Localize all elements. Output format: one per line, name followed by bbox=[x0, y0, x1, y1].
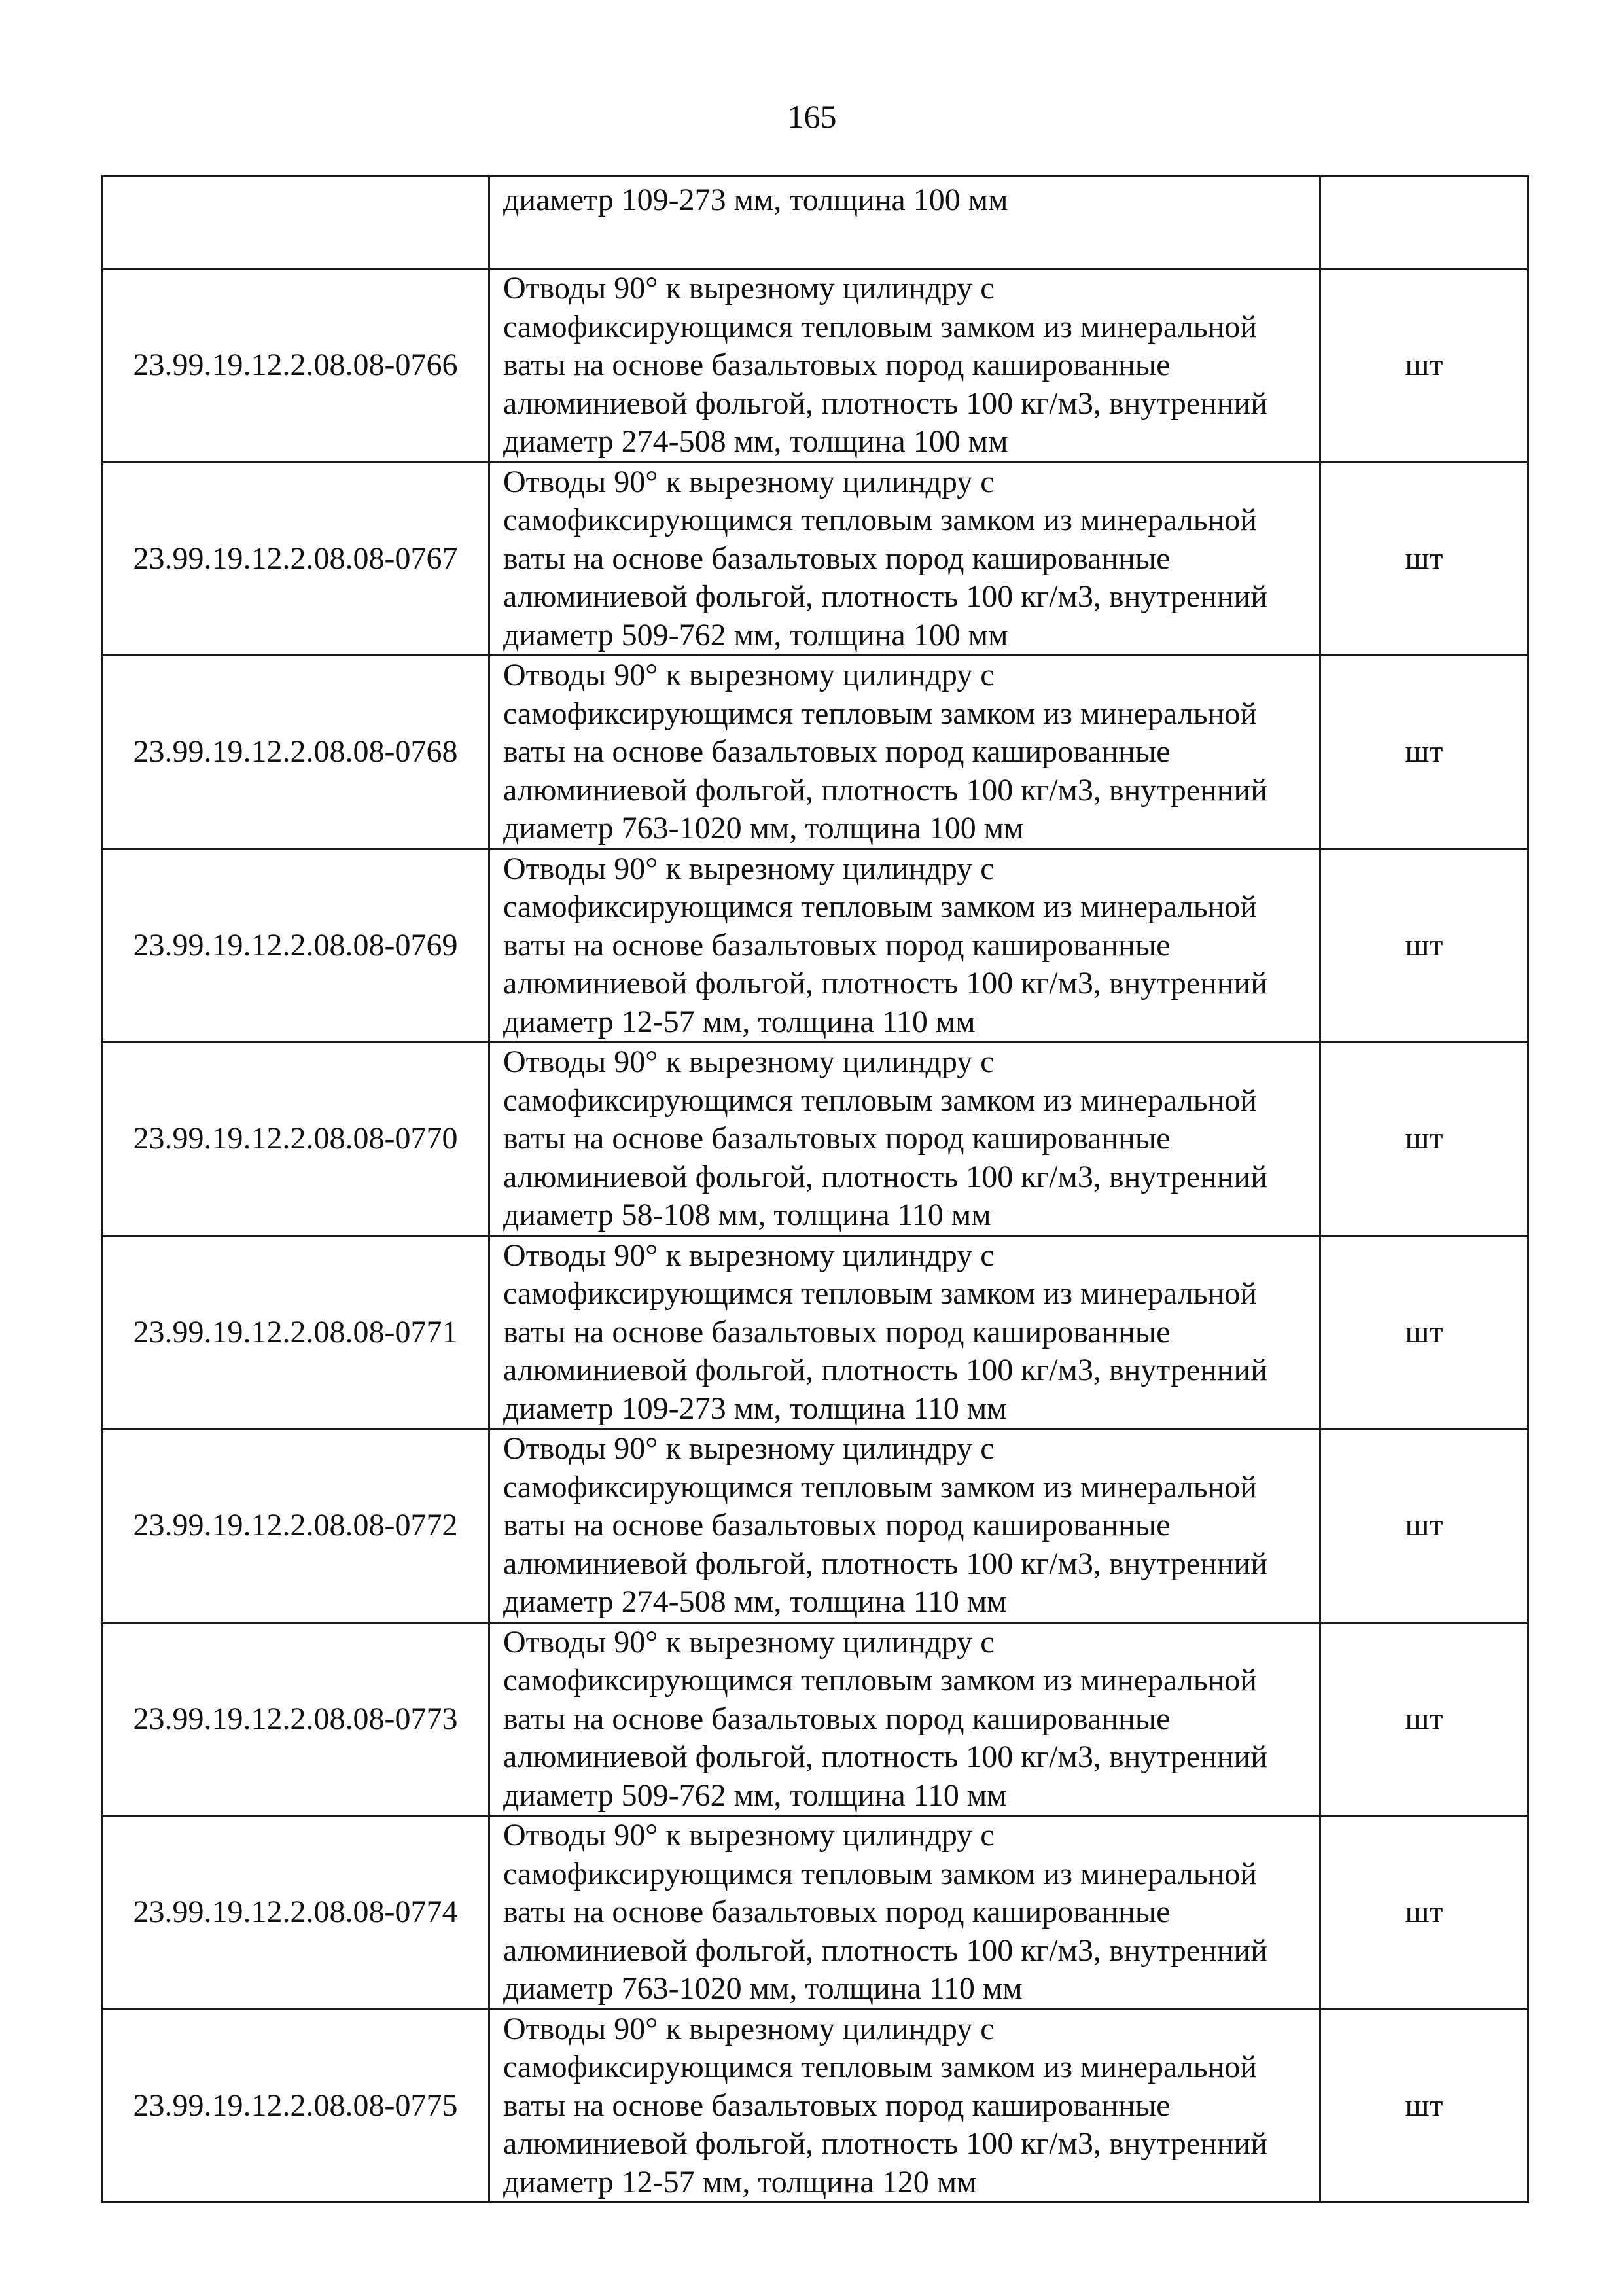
unit-cell: шт bbox=[1320, 849, 1528, 1042]
description-line: Отводы 90° к вырезному цилиндру с bbox=[503, 464, 995, 499]
description-line: ваты на основе базальтовых пород кашированные bbox=[503, 347, 1171, 382]
unit-cell: шт bbox=[1320, 462, 1528, 656]
unit-cell: шт bbox=[1320, 2009, 1528, 2203]
description-line: диаметр 509-762 мм, толщина 110 мм bbox=[503, 1777, 1007, 1813]
table-row bbox=[102, 269, 1528, 463]
description-line: Отводы 90° к вырезному цилиндру с bbox=[503, 1818, 995, 1853]
resource-description-cell bbox=[489, 462, 1320, 656]
description-line: алюминиевой фольгой, плотность 100 кг/м3, внутренний bbox=[503, 772, 1267, 808]
description-line: Отводы 90° к вырезному цилиндру с bbox=[503, 271, 995, 306]
resource-code-cell: 23.99.19.12.2.08.08-0766 bbox=[102, 269, 489, 463]
unit-cell: шт bbox=[1320, 656, 1528, 849]
description-line: самофиксирующимся тепловым замком из минеральной bbox=[503, 1276, 1257, 1311]
description-line: алюминиевой фольгой, плотность 100 кг/м3, внутренний bbox=[503, 1353, 1267, 1387]
description-line: самофиксирующимся тепловым замком из минеральной bbox=[503, 309, 1257, 344]
table-row bbox=[102, 849, 1528, 1042]
resource-description-cell bbox=[489, 1236, 1320, 1429]
unit-cell bbox=[1320, 177, 1528, 269]
description-line: Отводы 90° к вырезному цилиндру с bbox=[503, 1624, 995, 1660]
description-line: Отводы 90° к вырезному цилиндру с bbox=[503, 1044, 995, 1079]
description-line: алюминиевой фольгой, плотность 100 кг/м3, внутренний bbox=[503, 1739, 1267, 1774]
description-line: самофиксирующимся тепловым замком из минеральной bbox=[503, 889, 1257, 924]
description-line: алюминиевой фольгой, плотность 100 кг/м3, внутренний bbox=[503, 579, 1267, 614]
description-line: Отводы 90° к вырезному цилиндру с bbox=[503, 658, 995, 692]
table-row bbox=[102, 1622, 1528, 1816]
resource-description-cell bbox=[489, 656, 1320, 849]
resource-code-cell: 23.99.19.12.2.08.08-0775 bbox=[102, 2009, 489, 2203]
table-row bbox=[102, 1042, 1528, 1236]
description-line: самофиксирующимся тепловым замком из минеральной bbox=[503, 503, 1257, 537]
resource-description-cell bbox=[489, 269, 1320, 463]
unit-cell: шт bbox=[1320, 269, 1528, 463]
description-line: диаметр 274-508 мм, толщина 110 мм bbox=[503, 1584, 1007, 1619]
resource-code-cell: 23.99.19.12.2.08.08-0771 bbox=[102, 1236, 489, 1429]
resource-description-cell bbox=[489, 849, 1320, 1042]
table-row bbox=[102, 1429, 1528, 1623]
resource-description-cell bbox=[489, 1042, 1320, 1236]
resource-description-cell bbox=[489, 1816, 1320, 2010]
resource-code-cell: 23.99.19.12.2.08.08-0769 bbox=[102, 849, 489, 1042]
description-line: ваты на основе базальтовых пород кашированные bbox=[503, 1508, 1171, 1542]
table-row bbox=[102, 1816, 1528, 2010]
description-line: алюминиевой фольгой, плотность 100 кг/м3, внутренний bbox=[503, 1546, 1267, 1581]
description-line: диаметр 509-762 мм, толщина 100 мм bbox=[503, 617, 1008, 652]
table-row bbox=[102, 462, 1528, 656]
description-line: алюминиевой фольгой, плотность 100 кг/м3, внутренний bbox=[503, 966, 1267, 1001]
unit-cell: шт bbox=[1320, 1622, 1528, 1816]
description-line: алюминиевой фольгой, плотность 100 кг/м3, внутренний bbox=[503, 385, 1267, 421]
description-line: диаметр 12-57 мм, толщина 110 мм bbox=[503, 1004, 976, 1039]
resource-description-cell bbox=[489, 1622, 1320, 1816]
description-line: ваты на основе базальтовых пород кашированные bbox=[503, 927, 1171, 963]
description-line: алюминиевой фольгой, плотность 100 кг/м3, внутренний bbox=[503, 1932, 1267, 1968]
description-line: диаметр 109-273 мм, толщина 100 мм bbox=[503, 183, 1008, 217]
resource-description-cell bbox=[489, 2009, 1320, 2203]
description-line: ваты на основе базальтовых пород кашированные bbox=[503, 1701, 1171, 1736]
description-line: алюминиевой фольгой, плотность 100 кг/м3, внутренний bbox=[503, 1159, 1267, 1194]
description-line: ваты на основе базальтовых пород кашированные bbox=[503, 541, 1171, 576]
table-row bbox=[102, 656, 1528, 849]
description-line: диаметр 274-508 мм, толщина 100 мм bbox=[503, 424, 1008, 459]
resource-code-cell: 23.99.19.12.2.08.08-0770 bbox=[102, 1042, 489, 1236]
description-line: диаметр 12-57 мм, толщина 120 мм bbox=[503, 2164, 977, 2199]
table-row bbox=[102, 2009, 1528, 2203]
description-line: самофиксирующимся тепловым замком из минеральной bbox=[503, 1469, 1257, 1504]
description-line: алюминиевой фольгой, плотность 100 кг/м3, внутренний bbox=[503, 2126, 1267, 2161]
resource-code-cell: 23.99.19.12.2.08.08-0772 bbox=[102, 1429, 489, 1623]
description-line: ваты на основе базальтовых пород кашированные bbox=[503, 734, 1171, 769]
resource-table-body bbox=[102, 177, 1528, 2203]
description-line: самофиксирующимся тепловым замком из минеральной bbox=[503, 1663, 1257, 1698]
description-line: Отводы 90° к вырезному цилиндру с bbox=[503, 1237, 995, 1273]
resource-code-cell: 23.99.19.12.2.08.08-0768 bbox=[102, 656, 489, 849]
description-line: самофиксирующимся тепловым замком из минеральной bbox=[503, 2050, 1257, 2084]
resource-code-cell: 23.99.19.12.2.08.08-0767 bbox=[102, 462, 489, 656]
resource-description-cell bbox=[489, 1429, 1320, 1623]
page-number: 165 bbox=[787, 98, 837, 135]
description-line: самофиксирующимся тепловым замком из минеральной bbox=[503, 1082, 1257, 1118]
unit-cell: шт bbox=[1320, 1236, 1528, 1429]
description-line: Отводы 90° к вырезному цилиндру с bbox=[503, 851, 995, 886]
description-line: ваты на основе базальтовых пород кашированные bbox=[503, 1314, 1171, 1349]
unit-cell: шт bbox=[1320, 1816, 1528, 2010]
resource-description-cell bbox=[489, 177, 1320, 269]
description-line: диаметр 763-1020 мм, толщина 100 мм bbox=[503, 811, 1024, 845]
resource-code-cell: 23.99.19.12.2.08.08-0774 bbox=[102, 1816, 489, 2010]
description-line: ваты на основе базальтовых пород кашированные bbox=[503, 1895, 1171, 1929]
description-line: диаметр 109-273 мм, толщина 110 мм bbox=[503, 1391, 1007, 1426]
description-line: самофиксирующимся тепловым замком из минеральной bbox=[503, 696, 1257, 731]
description-line: диаметр 763-1020 мм, толщина 110 мм bbox=[503, 1971, 1023, 2006]
description-line: диаметр 58-108 мм, толщина 110 мм bbox=[503, 1198, 991, 1232]
resource-table bbox=[101, 175, 1529, 2203]
resource-code-cell bbox=[102, 177, 489, 269]
description-line: Отводы 90° к вырезному цилиндру с bbox=[503, 2011, 995, 2046]
table-row-continued bbox=[102, 177, 1528, 269]
unit-cell: шт bbox=[1320, 1429, 1528, 1623]
table-row bbox=[102, 1236, 1528, 1429]
description-line: самофиксирующимся тепловым замком из минеральной bbox=[503, 1856, 1257, 1891]
description-line: Отводы 90° к вырезному цилиндру с bbox=[503, 1431, 995, 1466]
description-line: ваты на основе базальтовых пород кашированные bbox=[503, 2088, 1171, 2123]
unit-cell: шт bbox=[1320, 1042, 1528, 1236]
description-line: ваты на основе базальтовых пород кашированные bbox=[503, 1121, 1171, 1156]
resource-code-cell: 23.99.19.12.2.08.08-0773 bbox=[102, 1622, 489, 1816]
